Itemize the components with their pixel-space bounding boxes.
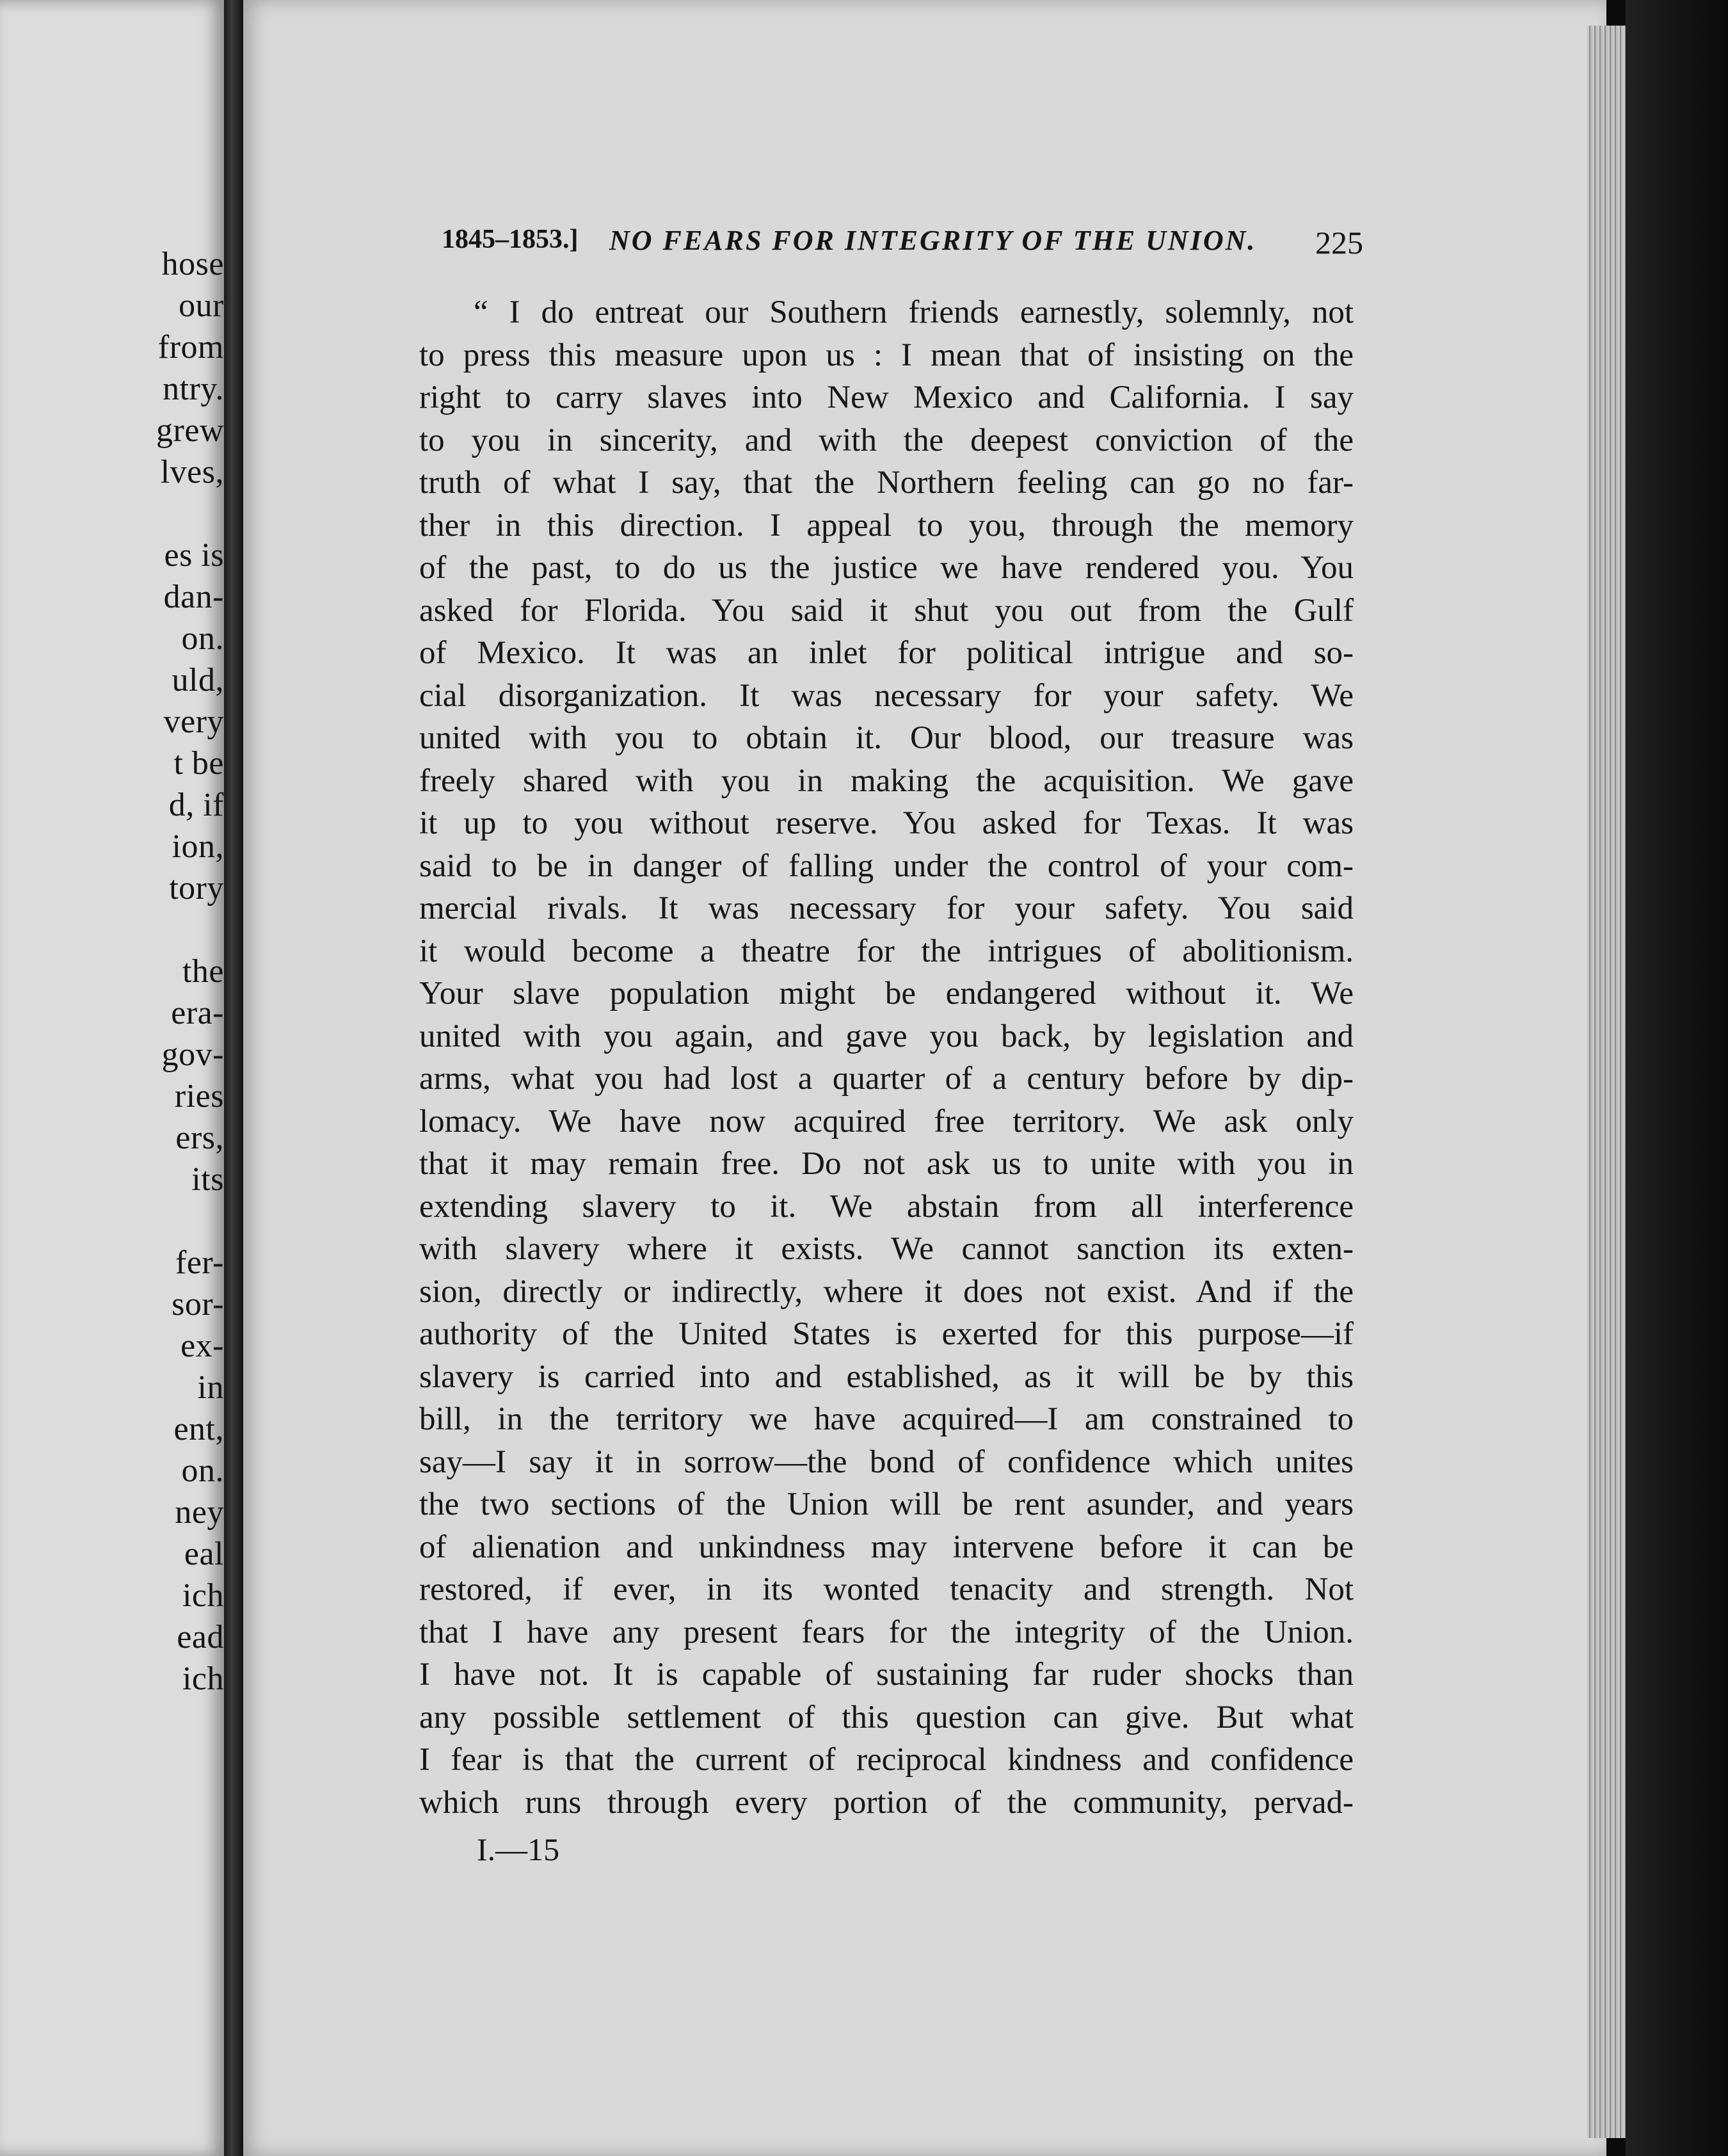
left-page-fragment: uld, [172, 662, 224, 698]
text-line: I fear is that the current of reciprocal kindness and confidence [419, 1742, 1354, 1778]
text-line: right to carry slaves into New Mexico and California. I say [419, 380, 1354, 415]
left-page-fragment: ead [177, 1619, 224, 1655]
text-line: I have not. It is capable of sustaining far ruder shocks than [419, 1657, 1354, 1693]
text-line: extending slavery to it. We abstain from all interference [419, 1188, 1354, 1225]
left-page-fragment: ion, [172, 828, 224, 865]
text-line: said to be in danger of falling under the control of your com- [419, 848, 1354, 884]
text-line: truth of what I say, that the Northern feeling can go no far- [419, 465, 1354, 501]
left-page-fragment: its [191, 1161, 224, 1198]
text-line: say—I say it in sorrow—the bond of confidence which unites [419, 1444, 1354, 1480]
left-page-fragment: ries [174, 1078, 224, 1114]
text-line: to you in sincerity, and with the deepest conviction of the [419, 422, 1354, 458]
text-line: ther in this direction. I appeal to you, through the memory [419, 507, 1354, 543]
text-line: authority of the United States is exerted for this purpose—if [419, 1316, 1354, 1352]
left-page-fragment: gov- [161, 1036, 224, 1073]
text-line: “ I do entreat our Southern friends earnestly, solemnly, not [474, 294, 1354, 330]
previous-page [0, 0, 224, 2156]
left-page-fragment [0, 493, 224, 535]
text-line: bill, in the territory we have acquired—I am constrained to [419, 1401, 1354, 1437]
left-page-fragment: ich [182, 1661, 224, 1697]
text-line: freely shared with you in making the acquisition. We gave [419, 762, 1354, 799]
text-line: mercial rivals. It was necessary for your safety. You said [419, 890, 1354, 926]
left-page-fragment: sor- [172, 1286, 224, 1323]
text-line: it would become a theatre for the intrigues of abolitionism. [419, 933, 1354, 969]
previous-page-fragments [0, 243, 224, 1700]
text-line: sion, directly or indirectly, where it does not exist. And if the [419, 1273, 1354, 1310]
header-title: NO FEARS FOR INTEGRITY OF THE UNION. [609, 225, 1257, 256]
left-page-fragment: fer- [175, 1244, 224, 1281]
left-page-fragment: on. [181, 1452, 224, 1489]
left-page-fragment [0, 909, 224, 951]
left-page-fragment: ich [182, 1577, 224, 1614]
left-page-fragment: ers, [175, 1120, 224, 1156]
header-years: 1845–1853.] [442, 225, 579, 254]
text-line: asked for Florida. You said it shut you out from the Gulf [419, 592, 1354, 629]
body-text [419, 291, 1354, 1824]
text-line: lomacy. We have now acquired free territory. We ask only [419, 1103, 1354, 1139]
text-line: of alienation and unkindness may intervene before it can be [419, 1529, 1354, 1565]
text-line: slavery is carried into and established, as it will be by this [419, 1358, 1354, 1395]
text-line: restored, if ever, in its wonted tenacity and strength. Not [419, 1572, 1354, 1607]
left-page-fragment: very [163, 704, 224, 740]
left-page-fragment [0, 1200, 224, 1242]
left-page-fragment: tory [169, 870, 224, 906]
text-line: that I have any present fears for the integrity of the Union. [419, 1614, 1354, 1650]
book-cover-edge [1626, 0, 1728, 2156]
text-line: of Mexico. It was an inlet for political intrigue and so- [419, 635, 1354, 671]
text-line: which runs through every portion of the community, pervad- [419, 1784, 1354, 1821]
text-line: that it may remain free. Do not ask us to unite with you in [419, 1146, 1354, 1182]
signature-mark: I.—15 [477, 1831, 560, 1867]
book-gutter [224, 0, 243, 2156]
left-page-fragment: on. [181, 620, 224, 657]
left-page-fragment: our [179, 287, 224, 324]
text-line: the two sections of the Union will be rent asunder, and years [419, 1486, 1354, 1522]
left-page-fragment: ney [175, 1494, 224, 1531]
left-page-fragment: the [182, 953, 224, 990]
text-line: cial disorganization. It was necessary for your safety. We [419, 677, 1354, 714]
left-page-fragment: ex- [180, 1328, 224, 1364]
text-line: united with you again, and gave you back, by legislation and [419, 1018, 1354, 1054]
page-number: 225 [1315, 225, 1363, 261]
left-page-fragment: ntry. [163, 371, 224, 407]
running-header [442, 224, 1363, 262]
left-page-fragment: es is [164, 537, 224, 574]
left-page-fragment: lves, [160, 454, 224, 490]
page-edges [1587, 26, 1626, 2138]
left-page-fragment: ent, [173, 1411, 224, 1447]
left-page-fragment: dan- [163, 579, 224, 615]
left-page-fragment: hose [161, 246, 224, 282]
left-page-fragment: grew [156, 412, 224, 449]
text-line: to press this measure upon us : I mean that of insisting on the [419, 337, 1354, 373]
left-page-fragment: t be [173, 745, 224, 782]
text-line: it up to you without reserve. You asked for Texas. It was [419, 805, 1354, 841]
left-page-fragment: eal [184, 1536, 224, 1572]
text-line: with slavery where it exists. We cannot sanction its exten- [419, 1231, 1354, 1267]
left-page-fragment: in [197, 1369, 224, 1406]
left-page-fragment: from [157, 329, 224, 366]
text-line: united with you to obtain it. Our blood, our treasure was [419, 720, 1354, 756]
left-page-fragment: d, if [168, 787, 224, 823]
left-page-fragment: era- [171, 995, 224, 1031]
text-line: of the past, to do us the justice we have rendered you. You [419, 550, 1354, 586]
text-line: any possible settlement of this question can give. But what [419, 1699, 1354, 1735]
text-line: Your slave population might be endangered without it. We [419, 976, 1354, 1011]
text-line: arms, what you had lost a quarter of a century before by dip- [419, 1061, 1354, 1097]
